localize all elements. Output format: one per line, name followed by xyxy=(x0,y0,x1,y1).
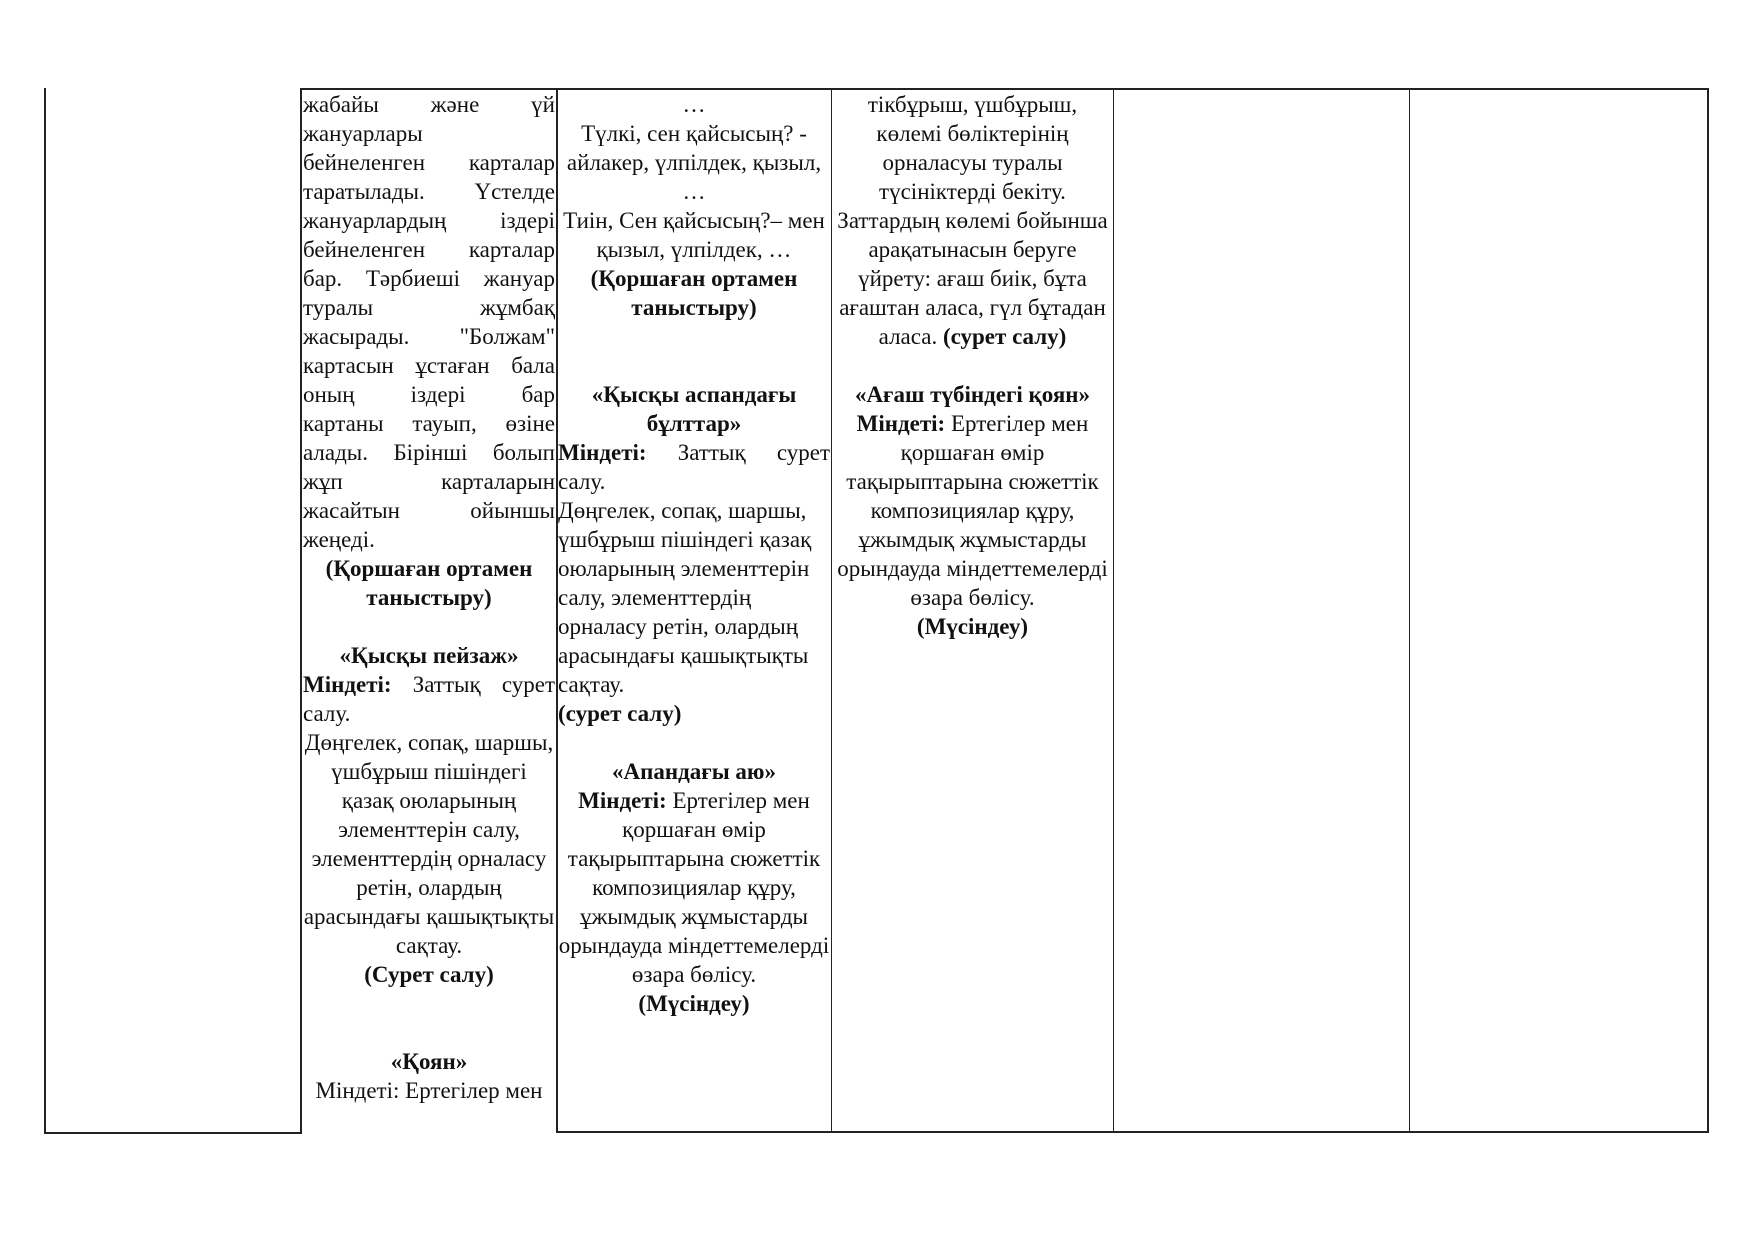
task-label: Міндеті: xyxy=(558,440,647,465)
column-1-cell xyxy=(303,90,555,1105)
text-line: жасайтын ойыншы xyxy=(303,498,555,523)
task-text-end: салу. xyxy=(558,469,606,494)
activity-title: «Қоян» xyxy=(390,1049,468,1074)
body-text xyxy=(833,206,1112,351)
task-value: Заттық сурет xyxy=(646,440,830,465)
body-text: Тиін, Сен қайсысың?– мен қызыл, үлпілдек, … xyxy=(563,208,825,262)
body-value: Заттардың көлемі бойынша арақатынасын беруге үйрету: ағаш биік, бұта ағаштан аласа, гүл бұтадан аласа. xyxy=(837,208,1108,349)
text-line: картасын ұстаған бала xyxy=(303,353,555,378)
activity-title: «Қысқы аспандағы бұлттар» xyxy=(591,382,797,436)
text-line: бейнеленген карталар xyxy=(303,237,555,262)
task-text: Міндеті: Ертегілер мен xyxy=(315,1078,543,1103)
task-label: Міндеті: xyxy=(856,411,946,436)
body-text: тікбұрыш, үшбұрыш, көлемі бөліктерінің орналасуы туралы түсініктерді бекіту. xyxy=(867,92,1078,204)
task-text xyxy=(558,786,830,989)
column-2-cell xyxy=(558,90,830,1018)
text-line: бар. Тәрбиеші жануар xyxy=(303,266,555,291)
task-text xyxy=(833,409,1112,612)
section-label: (Мүсіндеу) xyxy=(638,991,750,1016)
text-line: бейнеленген карталар xyxy=(303,150,555,175)
activity-title: «Апандағы аю» xyxy=(612,759,776,784)
text-line: жануарлардың іздері xyxy=(303,208,555,233)
col-divider-1 xyxy=(300,88,302,1134)
text-line: алады. Бірінші болып xyxy=(303,440,555,465)
section-label: (Сурет салу) xyxy=(364,962,494,987)
column-3-cell xyxy=(833,90,1112,641)
outer-left-border xyxy=(44,88,46,1134)
column-4-cell xyxy=(1114,90,1409,1130)
task-label: Міндеті: xyxy=(303,672,392,697)
col-divider-3 xyxy=(831,88,832,1133)
section-label: (Мүсіндеу) xyxy=(916,614,1029,639)
body-text: Дөңгелек, сопақ, шаршы, үшбұрыш пішіндегі қазақ оюларының элементтерін салу, элементтердің орналасу ретін, олардың арасындағы қашықтықты сақтау. xyxy=(303,730,555,958)
text-line: жеңеді. xyxy=(303,527,375,552)
column-5-cell xyxy=(1410,90,1707,1130)
section-label: (сурет салу) xyxy=(937,324,1067,349)
text-line: жасырады. "Болжам" xyxy=(303,324,555,349)
ellipsis-text: … xyxy=(682,92,706,117)
text-line: жабайы және үй xyxy=(303,92,555,117)
body-text: Түлкі, сен қайсысың? - айлакер, үлпілдек, қызыл, … xyxy=(566,121,822,204)
text-line: туралы жұмбақ xyxy=(303,295,555,320)
text-line: оның іздері бар xyxy=(303,382,555,407)
text-line: жануарлары xyxy=(303,121,423,146)
table-bottom-border xyxy=(556,1131,1709,1133)
activity-title: «Қысқы пейзаж» xyxy=(339,643,519,668)
task-text xyxy=(558,438,830,467)
task-label: Міндеті: xyxy=(578,788,667,813)
section-label: (Қоршаған ортамен таныстыру) xyxy=(325,556,533,610)
section-label: (сурет салу) xyxy=(558,701,682,726)
section-label: (Қоршаған ортамен таныстыру) xyxy=(590,266,798,320)
task-value: Ертегілер мен қоршаған өмір тақырыптарына сюжеттік композициялар құру, ұжымдық жұмыстарды орындауда міндеттемелерді өзара бөлісу. xyxy=(837,411,1108,610)
task-text xyxy=(303,670,555,728)
outer-bottom-border xyxy=(44,1132,301,1134)
activity-title: «Ағаш түбіндегі қоян» xyxy=(854,382,1091,407)
task-value: Ертегілер мен қоршаған өмір тақырыптарына сюжеттік композициялар құру, ұжымдық жұмыстарды орындауда міндеттемелерді өзара бөлісу. xyxy=(558,788,830,987)
col-divider-right xyxy=(1707,88,1709,1133)
body-text: Дөңгелек, сопақ, шаршы, үшбұрыш пішіндегі қазақ оюларының элементтерін салу, элементтердің орналасу ретін, олардың арасындағы қашықтықты сақтау. xyxy=(558,498,812,697)
task-value: Заттық сурет салу. xyxy=(303,672,555,726)
text-line: жұп карталарын xyxy=(303,469,555,494)
text-line: таратылады. Үстелде xyxy=(303,179,555,204)
text-line: картаны тауып, өзіне xyxy=(303,411,555,436)
